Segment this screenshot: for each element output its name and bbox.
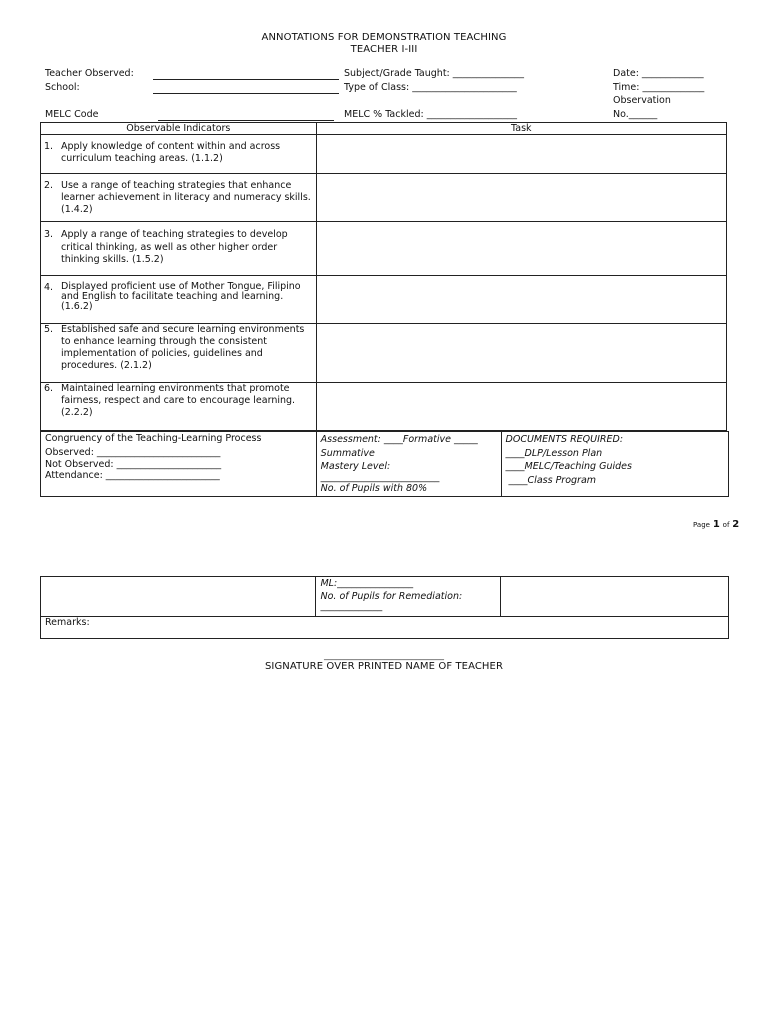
remarks-label: Remarks: (45, 617, 90, 628)
congruency-cell (41, 432, 317, 497)
document-title: ANNOTATIONS FOR DEMONSTRATION TEACHING (261, 32, 507, 43)
indicator-cell (41, 222, 317, 276)
page2-blank-cell (41, 577, 316, 617)
task-cell[interactable] (316, 135, 726, 174)
summary-table (40, 431, 729, 497)
pupils-80-label: No. of Pupils with 80% (320, 482, 428, 494)
indicator-number: 2. (44, 180, 54, 191)
task-cell[interactable] (316, 174, 726, 222)
date-label: Date: _____________ (613, 68, 704, 79)
indicator-cell (41, 135, 317, 174)
melc-tackled-label: MELC % Tackled: ___________________ (344, 109, 517, 120)
indicator-number: 5. (44, 324, 54, 335)
ml-field[interactable]: ML:________________ (320, 578, 414, 589)
melc-code-field[interactable] (158, 120, 334, 121)
task-cell[interactable] (316, 324, 726, 383)
indicator-text: Established safe and secure learning environments to enhance learning through the consistent implementation of policies, guidelines and procedures. (2.1.2) (61, 324, 305, 371)
page-total: 2 (732, 519, 740, 530)
remediation-label: No. of Pupils for Remediation: (320, 591, 463, 602)
doc-lesson-plan[interactable]: ____DLP/Lesson Plan (505, 447, 603, 459)
type-of-class-label: Type of Class: ______________________ (344, 82, 517, 93)
page2-right-cell (501, 577, 729, 617)
task-cell[interactable] (316, 222, 726, 276)
indicator-cell (41, 174, 317, 222)
doc-teaching-guides[interactable]: ____MELC/Teaching Guides (505, 461, 632, 472)
observation-label: Observation (613, 95, 671, 106)
task-cell[interactable] (316, 383, 726, 431)
of-word: of (722, 521, 730, 529)
indicator-text: Maintained learning environments that promote fairness, respect and care to encourage learning. (2.2.2) (61, 383, 296, 418)
remarks-cell[interactable] (41, 617, 729, 639)
task-header: Task (316, 123, 726, 135)
table-row (41, 324, 727, 383)
indicator-text: Displayed proficient use of Mother Tongue, Filipino and English to facilitate teaching and learning. (1.6.2) (61, 281, 301, 312)
table-row (41, 135, 727, 174)
time-label: Time: _____________ (613, 82, 705, 93)
indicators-table (40, 122, 727, 431)
teacher-observed-field[interactable] (153, 79, 339, 80)
indicators-header: Observable Indicators (41, 123, 317, 135)
page-number: 1 (712, 519, 720, 530)
indicator-cell (41, 276, 317, 324)
indicator-text: Use a range of teaching strategies that enhance learner achievement in literacy and numeracy skills. (1.4.2) (61, 180, 311, 215)
indicator-text: Apply knowledge of content within and across curriculum teaching areas. (1.1.2) (61, 141, 281, 164)
indicator-cell (41, 383, 317, 431)
task-cell[interactable] (316, 276, 726, 324)
page-word: Page (693, 521, 710, 529)
congruency-label: Congruency of the Teaching-Learning Process (45, 433, 262, 444)
indicator-number: 1. (44, 141, 54, 152)
page2-table (40, 576, 729, 639)
table-row (41, 222, 727, 276)
observed-field[interactable]: Observed: __________________________ (45, 446, 221, 458)
summative-label: Summative (320, 447, 375, 459)
page-indicator (693, 519, 739, 530)
indicator-text: Apply a range of teaching strategies to develop critical thinking, as well as other higher order thinking skills. (1.5.2) (61, 229, 288, 265)
indicator-number: 4. (44, 282, 54, 293)
table-row (41, 174, 727, 222)
table-row (41, 276, 727, 324)
attendance-field[interactable]: Attendance: ________________________ (45, 469, 220, 481)
indicator-number: 6. (44, 383, 54, 394)
indicator-number: 3. (44, 229, 54, 240)
table-row (41, 383, 727, 431)
remediation-field[interactable]: _____________ (320, 601, 383, 612)
melc-code-label: MELC Code (45, 109, 99, 120)
indicator-cell (41, 324, 317, 383)
school-field[interactable] (153, 93, 339, 94)
observation-no-label: No.______ (613, 109, 658, 120)
assessment-label[interactable]: Assessment: ____Formative _____ (320, 434, 478, 445)
signature-line[interactable]: ______________________________ (324, 651, 444, 660)
teacher-observed-label: Teacher Observed: (45, 68, 134, 79)
ml-cell (316, 577, 501, 617)
not-observed-field[interactable]: Not Observed: ______________________ (45, 458, 222, 470)
documents-cell (501, 432, 728, 497)
mastery-level-label: Mastery Level: (320, 461, 391, 472)
subject-grade-label: Subject/Grade Taught: _______________ (344, 68, 525, 79)
mastery-level-field[interactable]: _________________________ (320, 471, 440, 483)
assessment-cell (316, 432, 501, 497)
school-label: School: (45, 82, 80, 93)
documents-required-label: DOCUMENTS REQUIRED: (505, 434, 624, 445)
document-subtitle: TEACHER I-III (350, 44, 418, 55)
signature-label: SIGNATURE OVER PRINTED NAME OF TEACHER (264, 661, 504, 672)
doc-class-program[interactable]: ____Class Program (505, 474, 597, 486)
